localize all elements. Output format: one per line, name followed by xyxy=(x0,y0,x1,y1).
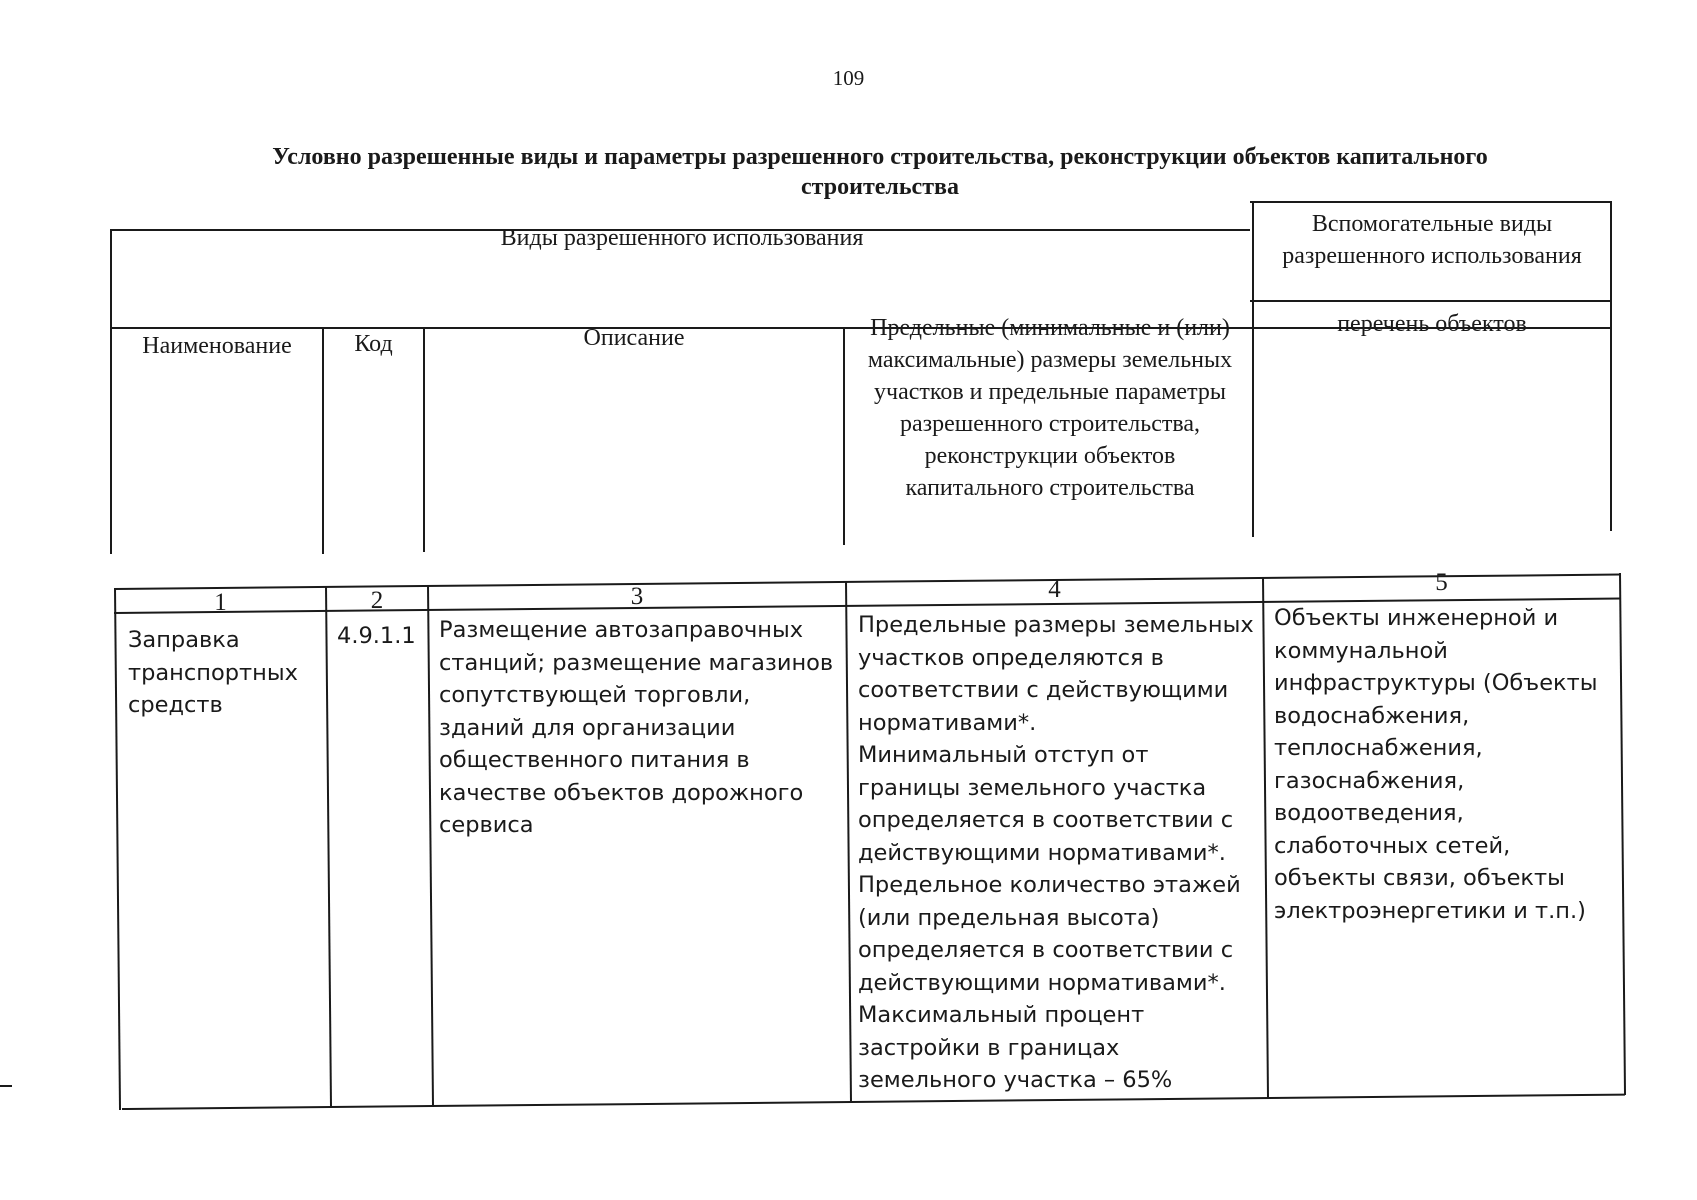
cell-objects-line: коммунальной xyxy=(1274,637,1448,664)
cell-limits-line: участков определяются в xyxy=(858,644,1164,671)
cell-limits-line: границы земельного участка xyxy=(858,774,1207,801)
cell-description-line: качестве объектов дорожного xyxy=(439,779,804,806)
cell-objects-line: инфраструктуры (Объекты xyxy=(1274,670,1598,696)
header-aux-group: Вспомогательные виды разрешенного использования xyxy=(1282,211,1582,269)
column-number-5: 5 xyxy=(1435,569,1448,596)
cell-limits-line: действующими нормативами*. xyxy=(858,969,1226,996)
header-col-description: Описание xyxy=(583,325,685,351)
cell-code-value: 4.9.1.1 xyxy=(337,623,416,649)
cell-limits-line: нормативами*. xyxy=(858,709,1037,736)
cell-objects-line: Объекты инженерной и xyxy=(1274,605,1559,631)
header-main-group: Виды разрешенного использования xyxy=(500,225,864,251)
cell-limits-line: земельного участка – 65% xyxy=(858,1067,1173,1093)
cell-limits-line: определяется в соответствии с xyxy=(858,937,1234,963)
cell-limits-line: Предельные размеры земельных xyxy=(858,612,1254,638)
cell-objects xyxy=(1274,602,1598,927)
cell-name xyxy=(128,624,298,722)
body-col-divider-1 xyxy=(325,586,332,1108)
cell-objects-line: объекты связи, объекты xyxy=(1274,865,1565,891)
header-right-border xyxy=(1610,201,1612,531)
column-number-4: 4 xyxy=(1048,576,1061,603)
header-left-border xyxy=(110,229,112,554)
header-col-code: Код xyxy=(354,331,393,357)
cell-limits-line: определяется в соответствии с xyxy=(858,807,1234,833)
cell-limits-line: Предельное количество этажей xyxy=(858,872,1241,898)
column-number-2: 2 xyxy=(370,587,384,614)
header-col-objects: перечень объектов xyxy=(1337,311,1527,337)
cell-name-line: средств xyxy=(128,692,223,718)
column-number-1: 1 xyxy=(214,589,227,616)
body-left-border xyxy=(114,588,121,1110)
header-col-divider-2 xyxy=(423,327,425,552)
cell-description-line: станций; размещение магазинов xyxy=(439,649,834,676)
cell-objects-line: электроэнергетики и т.п.) xyxy=(1274,897,1586,924)
cell-limits-line: соответствии с действующими xyxy=(858,677,1229,703)
cell-limits-line: Минимальный отступ от xyxy=(858,742,1149,768)
header-top-border-aux xyxy=(1250,201,1610,203)
margin-mark xyxy=(0,1085,12,1087)
cell-description xyxy=(439,614,833,842)
body-col-divider-4 xyxy=(1262,577,1269,1099)
cell-description-line: сервиса xyxy=(439,812,534,838)
cell-description-line: общественного питания в xyxy=(439,747,750,773)
header-col-name: Наименование xyxy=(142,333,292,359)
body-col-divider-3 xyxy=(845,581,852,1103)
column-number-3: 3 xyxy=(630,583,644,610)
cell-limits-line: Максимальный процент xyxy=(858,1002,1145,1028)
cell-objects-line: теплоснабжения, xyxy=(1274,735,1483,761)
cell-limits-line: действующими нормативами*. xyxy=(858,839,1226,866)
cell-name-line: Заправка xyxy=(128,627,240,653)
body-col-divider-2 xyxy=(427,585,434,1107)
cell-limits-line: (или предельная высота) xyxy=(858,904,1160,931)
cell-description-line: зданий для организации xyxy=(439,714,736,741)
header-col-divider-3 xyxy=(843,327,845,545)
page-number: 109 xyxy=(832,66,865,90)
cell-name-line: транспортных xyxy=(128,659,298,686)
cell-objects-line: газоснабжения, xyxy=(1274,767,1465,794)
header-aux-divider xyxy=(1250,300,1610,302)
header-col-divider-1 xyxy=(322,327,324,554)
cell-objects-line: водоснабжения, xyxy=(1274,702,1470,729)
cell-limits xyxy=(858,609,1254,1097)
document-title: Условно разрешенные виды и параметры разрешенного строительства, реконструкции объектов капитального строительства xyxy=(272,144,1488,200)
header-col-limits: Предельные (минимальные и (или) максимальные) размеры земельных участков и предельные параметры разрешенного строительства, реконструкции объектов капитального строительства xyxy=(867,315,1233,501)
cell-objects-line: слаботочных сетей, xyxy=(1274,832,1511,859)
cell-limits-line: застройки в границах xyxy=(858,1034,1120,1061)
header-col-divider-4 xyxy=(1252,201,1254,537)
cell-code xyxy=(337,620,416,653)
cell-objects-line: водоотведения, xyxy=(1274,800,1464,826)
cell-description-line: Размещение автозаправочных xyxy=(439,617,804,643)
body-right-border xyxy=(1619,573,1626,1095)
cell-description-line: сопутствующей торговли, xyxy=(439,682,751,708)
